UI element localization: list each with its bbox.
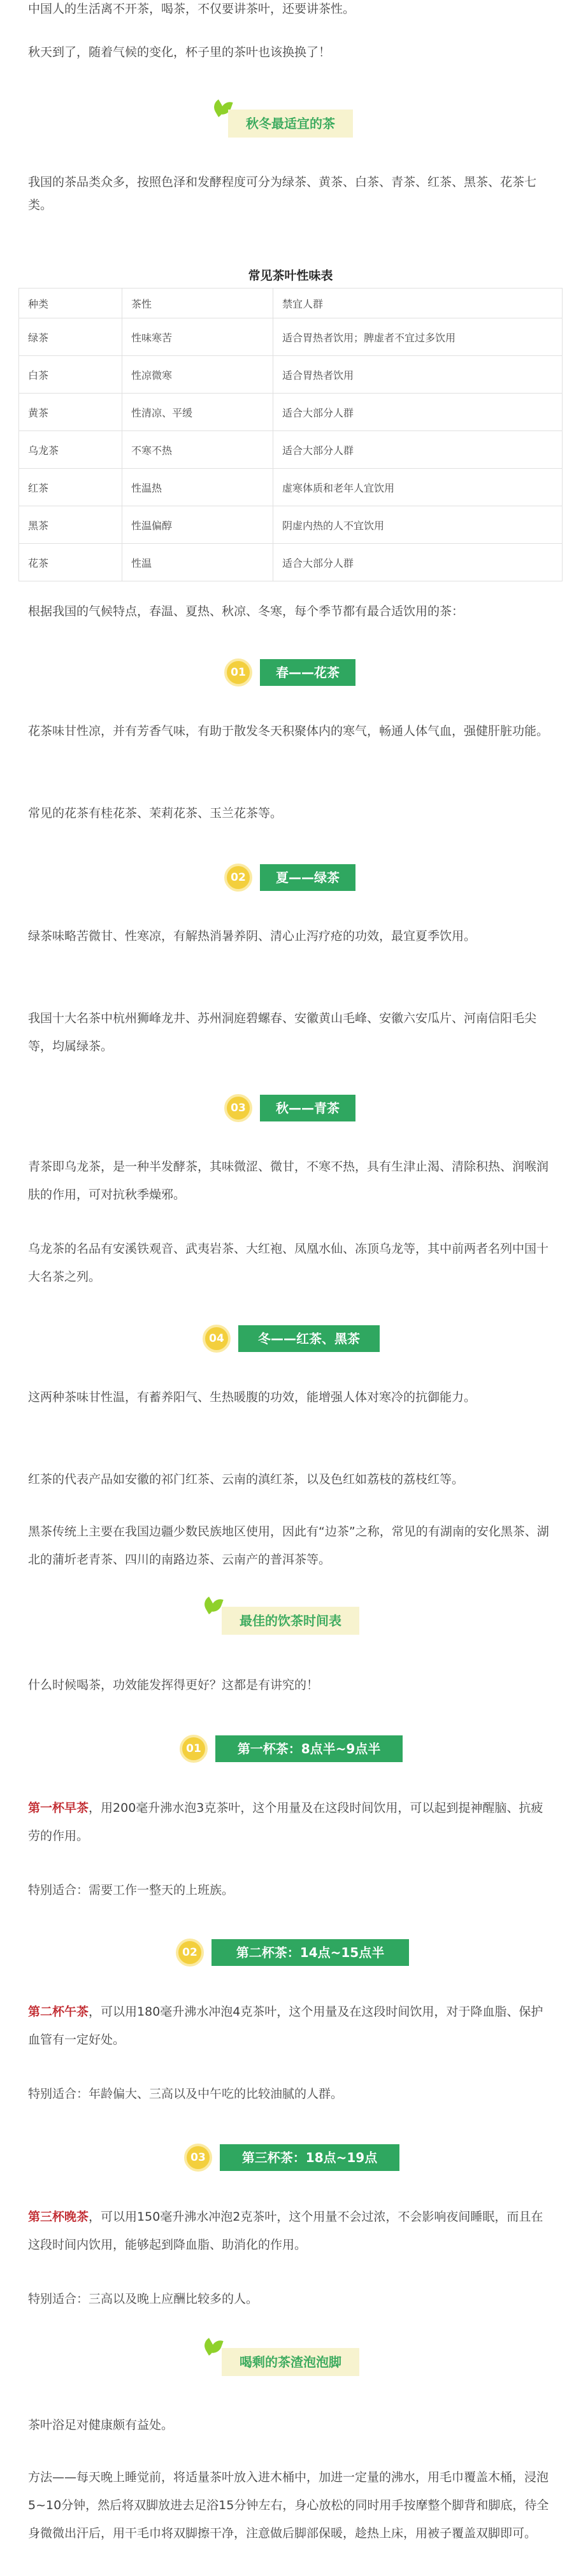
table-cell: 黄茶 bbox=[19, 394, 122, 431]
foot-bath-paragraph-1: 茶叶浴足对健康颇有益处。 bbox=[28, 2418, 174, 2432]
table-header: 茶性 bbox=[122, 288, 273, 318]
table-header: 种类 bbox=[19, 288, 122, 318]
suitable-for-note: 特别适合：三高以及晚上应酬比较多的人。 bbox=[28, 2292, 259, 2306]
table-cell: 适合胃热者饮用；脾虚者不宜过多饮用 bbox=[273, 318, 563, 356]
season-header-summer bbox=[0, 862, 581, 893]
season-paragraph: 常见的花茶有桂花茶、茉莉花茶、玉兰花茶等。 bbox=[28, 806, 283, 820]
table-cell: 性味寒苦 bbox=[122, 318, 273, 356]
table-row bbox=[19, 544, 563, 581]
table-header: 禁宜人群 bbox=[273, 288, 563, 318]
tea-time-header-1 bbox=[0, 1733, 581, 1765]
number-badge: 04 bbox=[203, 1325, 231, 1353]
section-banner-tea-timetable bbox=[0, 1607, 581, 1636]
tea-time-paragraph bbox=[28, 1794, 554, 1850]
tea-time-lead: 第二杯午茶 bbox=[28, 2005, 89, 2019]
tea-time-label: 第二杯茶：14点~15点半 bbox=[212, 1939, 409, 1966]
tea-time-lead: 第一杯早茶 bbox=[28, 1801, 89, 1815]
table-cell: 性清凉、平缓 bbox=[122, 394, 273, 431]
table-title: 常见茶叶性味表 bbox=[248, 269, 333, 283]
suitable-for-note: 特别适合：年龄偏大、三高以及中午吃的比较油腻的人群。 bbox=[28, 2087, 343, 2101]
seasons-intro-paragraph: 根据我国的气候特点，春温、夏热、秋凉、冬寒，每个季节都有最合适饮用的茶： bbox=[28, 604, 464, 618]
number-badge: 03 bbox=[184, 2144, 212, 2172]
tea-time-text: ，用200毫升沸水泡3克茶叶，这个用量及在这段时间饮用，可以起到提神醒脑、抗疲劳的作用。 bbox=[28, 1801, 543, 1843]
season-label: 夏——绿茶 bbox=[260, 864, 355, 891]
intro-paragraph-2: 秋天到了，随着气候的变化，杯子里的茶叶也该换换了！ bbox=[28, 45, 331, 59]
season-label: 春——花茶 bbox=[260, 659, 355, 686]
suitable-for-note: 特别适合：需要工作一整天的上班族。 bbox=[28, 1883, 234, 1897]
season-header-spring bbox=[0, 657, 581, 688]
season-paragraph: 乌龙茶的名品有安溪铁观音、武夷岩茶、大红袍、凤凰水仙、冻顶乌龙等，其中前两者名列中国十大名茶之列。 bbox=[28, 1242, 549, 1284]
season-paragraph: 黑茶传统上主要在我国边疆少数民族地区使用，因此有“边茶”之称，常见的有湖南的安化黑茶、湖北的蒲圻老青茶、四川的南路边茶、云南产的普洱茶等。 bbox=[28, 1525, 549, 1567]
table-cell: 花茶 bbox=[19, 544, 122, 581]
tea-time-label: 第一杯茶：8点半~9点半 bbox=[215, 1735, 403, 1762]
section-title: 秋冬最适宜的茶 bbox=[228, 110, 353, 138]
season-paragraph: 这两种茶味甘性温，有蓄养阳气、生热暖腹的功效，能增强人体对寒冷的抗御能力。 bbox=[28, 1390, 477, 1404]
tea-time-lead: 第三杯晚茶 bbox=[28, 2210, 89, 2224]
season-paragraph: 我国十大名茶中杭州狮峰龙井、苏州洞庭碧螺春、安徽黄山毛峰、安徽六安瓜片、河南信阳毛尖等，均属绿茶。 bbox=[28, 1011, 537, 1053]
tea-time-text: ，可以用180毫升沸水冲泡4克茶叶，这个用量及在这段时间饮用，对于降血脂、保护血管有一定好处。 bbox=[28, 2005, 543, 2047]
season-paragraph: 绿茶味略苦微甘、性寒凉，有解热消暑养阴、清心止泻疗疮的功效，最宜夏季饮用。 bbox=[28, 929, 477, 943]
tea-time-text: ，可以用150毫升沸水冲泡2克茶叶，这个用量不会过浓，不会影响夜间睡眠，而且在这段时间内饮用，能够起到降血脂、助消化的作用。 bbox=[28, 2210, 543, 2252]
foot-bath-paragraph-2: 方法——每天晚上睡觉前，将适量茶叶放入进木桶中，加进一定量的沸水，用毛巾覆盖木桶，浸泡5~10分钟，然后将双脚放进去足浴15分钟左右，身心放松的同时用手按摩整个脚背和脚底，待全身微微出汗后，用干毛巾将双脚擦干净，注意做后脚部保暖，趁热上床，用被子覆盖双脚即可。 bbox=[28, 2470, 549, 2540]
table-cell: 虚寒体质和老年人宜饮用 bbox=[273, 469, 563, 506]
intro-paragraph-1: 中国人的生活离不开茶，喝茶，不仅要讲茶叶，还要讲茶性。 bbox=[28, 2, 355, 16]
table-cell: 适合大部分人群 bbox=[273, 431, 563, 469]
tea-time-paragraph bbox=[28, 2203, 554, 2259]
tea-categories-paragraph: 我国的茶品类众多，按照色泽和发酵程度可分为绿茶、黄茶、白茶、青茶、红茶、黑茶、花茶七类。 bbox=[28, 175, 537, 212]
table-cell: 白茶 bbox=[19, 356, 122, 394]
table-cell: 绿茶 bbox=[19, 318, 122, 356]
season-paragraph: 红茶的代表产品如安徽的祁门红茶、云南的滇红茶，以及色红如荔枝的荔枝红等。 bbox=[28, 1472, 464, 1486]
number-badge: 02 bbox=[176, 1939, 204, 1967]
table-row bbox=[19, 506, 563, 544]
number-badge: 01 bbox=[180, 1735, 208, 1763]
table-row bbox=[19, 318, 563, 356]
table-cell: 不寒不热 bbox=[122, 431, 273, 469]
tea-time-label: 第三杯茶：18点~19点 bbox=[220, 2144, 399, 2171]
number-badge: 03 bbox=[224, 1094, 252, 1122]
table-cell: 性温偏醇 bbox=[122, 506, 273, 544]
season-label: 冬——红茶、黑茶 bbox=[238, 1325, 380, 1352]
section-banner-autumn-winter-tea bbox=[0, 110, 581, 139]
section-title: 最佳的饮茶时间表 bbox=[222, 1607, 359, 1635]
tea-property-table bbox=[18, 288, 563, 581]
tea-time-header-2 bbox=[0, 1937, 581, 1968]
table-cell: 性凉微寒 bbox=[122, 356, 273, 394]
tea-time-paragraph bbox=[28, 1998, 554, 2054]
season-paragraph: 青茶即乌龙茶，是一种半发酵茶，其味微涩、微甘，不寒不热，具有生津止渴、清除积热、润喉润肤的作用，可对抗秋季燥邪。 bbox=[28, 1160, 549, 1202]
table-cell: 乌龙茶 bbox=[19, 431, 122, 469]
table-cell: 红茶 bbox=[19, 469, 122, 506]
season-label: 秋——青茶 bbox=[260, 1095, 355, 1121]
tea-time-header-3 bbox=[0, 2142, 581, 2174]
table-cell: 阴虚内热的人不宜饮用 bbox=[273, 506, 563, 544]
season-header-winter bbox=[0, 1323, 581, 1355]
section-banner-tea-foot-bath bbox=[0, 2348, 581, 2377]
table-row bbox=[19, 356, 563, 394]
season-header-autumn bbox=[0, 1092, 581, 1124]
table-cell: 性温热 bbox=[122, 469, 273, 506]
season-paragraph: 花茶味甘性凉，并有芳香气味，有助于散发冬天积聚体内的寒气，畅通人体气血，强健肝脏功能。 bbox=[28, 724, 549, 738]
table-cell: 适合胃热者饮用 bbox=[273, 356, 563, 394]
table-row bbox=[19, 431, 563, 469]
number-badge: 02 bbox=[224, 864, 252, 892]
table-row bbox=[19, 469, 563, 506]
timetable-intro-paragraph: 什么时候喝茶，功效能发挥得更好？这都是有讲究的！ bbox=[28, 1678, 319, 1692]
section-title: 喝剩的茶渣泡泡脚 bbox=[222, 2348, 359, 2376]
table-cell: 适合大部分人群 bbox=[273, 544, 563, 581]
table-row bbox=[19, 394, 563, 431]
table-header-row bbox=[19, 288, 563, 318]
table-cell: 适合大部分人群 bbox=[273, 394, 563, 431]
table-cell: 黑茶 bbox=[19, 506, 122, 544]
number-badge: 01 bbox=[224, 658, 252, 687]
table-cell: 性温 bbox=[122, 544, 273, 581]
